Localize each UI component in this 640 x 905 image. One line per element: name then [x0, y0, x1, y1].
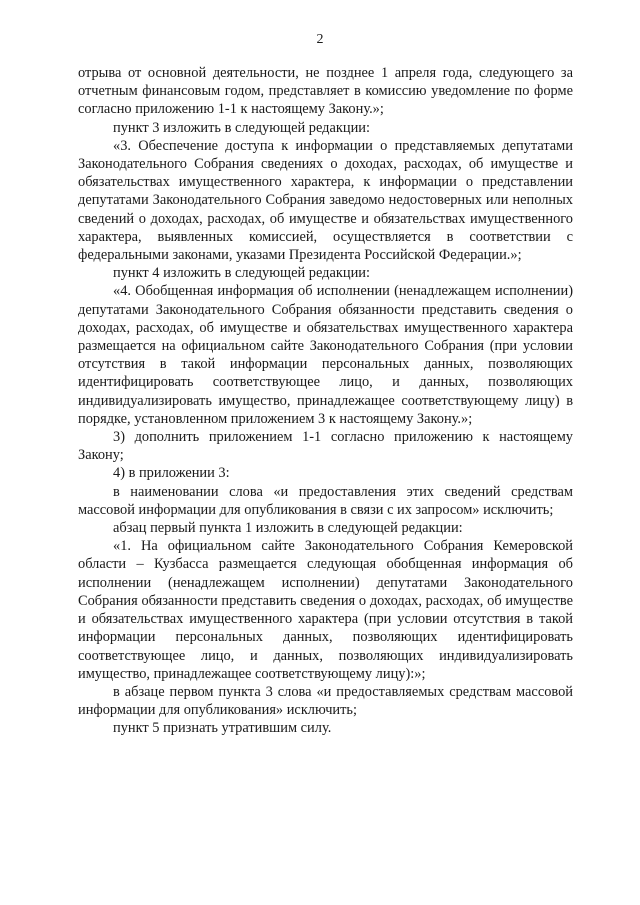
paragraph-item-1-instruction: абзац первый пункта 1 изложить в следующей редакции: [113, 520, 463, 537]
document-body [78, 64, 573, 738]
paragraph-item-4-text: «4. Обобщенная информация об исполнении (ненадлежащем исполнении) депутатами Законодательного Собрания обязанности представить сведения о доходах, расходах, об имуществе и обязательствах имущественного характера размещается на официальном сайте Законодательного Собрания (при условии отсутствия в такой информации персональных данных, позволяющих идентифицировать соответствующее лицо, и данных, позволяющих индивидуализировать имущество, принадлежащее соответствующему лицу) в порядке, установленном приложением 3 к настоящему Закону.»; [78, 283, 573, 427]
paragraph-item-3-change: в абзаце первом пункта 3 слова «и предоставляемых средствам массовой информации для опубликования» исключить; [78, 683, 573, 719]
paragraph-continuation: отрыва от основной деятельности, не позднее 1 апреля года, следующего за отчетным финансовым годом, представляет в комиссию уведомление по форме согласно приложению 1-1 к настоящему Закону.»; [78, 65, 573, 118]
page-number: 2 [316, 32, 324, 47]
paragraph-item-1-text: «1. На официальном сайте Законодательного Собрания Кемеровской области – Кузбасса размещается следующая обобщенная информация об исполнении (ненадлежащем исполнении) депутатами Законодательного Собрания обязанности представить сведения о доходах, расходах, об имуществе и обязательствах имущественного характера (при условии отсутствия в такой информации персональных данных, позволяющих идентифицировать соответствующее лицо, и данных, позволяющих индивидуализировать имущество, принадлежащее соответствующему лицу):»; [78, 538, 573, 682]
paragraph-item-3-instruction: пункт 3 изложить в следующей редакции: [113, 119, 370, 136]
paragraph-item-3-text: «3. Обеспечение доступа к информации о представляемых депутатами Законодательного Собрания сведениях о доходах, расходах, об имуществе и обязательствах имущественного характера, к информации о представлении депутатами Законодательного Собрания заведомо недостоверных или неполных сведений о доходах, расходах, об имуществе и обязательствах имущественного характера, выявленных комиссией, осуществляется в соответствии с федеральными законами, указами Президента Российской Федерации.»; [78, 137, 573, 264]
paragraph-item-4-instruction: пункт 4 изложить в следующей редакции: [113, 265, 370, 282]
paragraph-title-change: в наименовании слова «и предоставления этих сведений средствам массовой информации для опубликования в связи с их запросом» исключить; [78, 483, 573, 518]
paragraph-amendment-3: 3) дополнить приложением 1-1 согласно приложению к настоящему Закону; [78, 429, 573, 464]
paragraph-amendment-4: 4) в приложении 3: [113, 465, 230, 482]
paragraph-item-5-repeal: пункт 5 признать утратившим силу. [113, 720, 332, 737]
